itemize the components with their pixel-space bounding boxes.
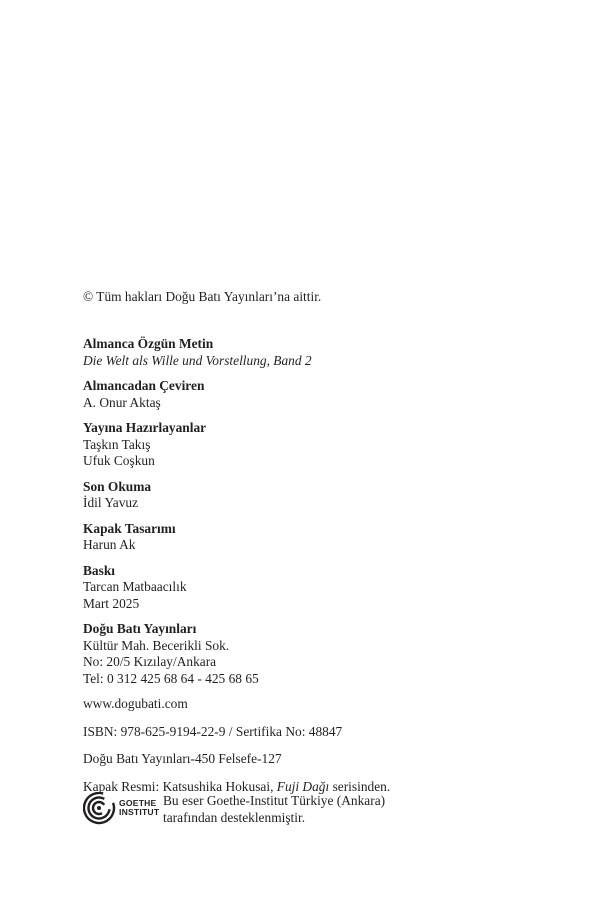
credit-value: Die Welt als Wille und Vorstellung, Band 2 — [83, 352, 312, 368]
sponsor-notice — [83, 792, 503, 832]
goethe-logo-line1: GOETHE — [119, 798, 157, 808]
credit-value: A. Onur Aktaş — [83, 394, 161, 410]
publisher-website: www.dogubati.com — [83, 696, 188, 711]
credit-value: Mart 2025 — [83, 595, 140, 611]
goethe-logo-line2: INSTITUT — [119, 807, 160, 817]
goethe-spiral-icon — [83, 792, 117, 826]
credit-printing — [83, 563, 583, 613]
publisher-address-line: No: 20/5 Kızılay/Ankara — [83, 654, 217, 669]
copyright-notice — [83, 289, 583, 306]
credit-heading: Doğu Batı Yayınları — [83, 621, 197, 636]
cover-note-suffix: serisinden. — [329, 778, 391, 794]
credit-editors — [83, 420, 583, 470]
credit-value: Taşkın Takış — [83, 436, 151, 452]
credit-heading: Almancadan Çeviren — [83, 378, 205, 393]
credit-heading: Baskı — [83, 562, 116, 578]
credit-cover-design — [83, 521, 583, 554]
credit-value: Harun Ak — [83, 537, 136, 552]
publisher-phone: Tel: 0 312 425 68 64 - 425 68 65 — [83, 670, 259, 686]
publisher-address-line: Kültür Mah. Becerikli Sok. — [83, 637, 230, 653]
credit-heading: Yayına Hazırlayanlar — [83, 420, 207, 435]
isbn-certificate: ISBN: 978-625-9194-22-9 / Sertifika No: 48847 — [83, 723, 343, 739]
sponsor-statement — [163, 793, 385, 826]
credit-value: İdil Yavuz — [83, 495, 139, 510]
credit-proofreading — [83, 479, 583, 512]
credit-heading: Almanca Özgün Metin — [83, 336, 214, 351]
cover-note-prefix: Kapak Resmi: Katsushika Hokusai, — [83, 778, 277, 794]
cover-note-title: Fuji Dağı — [276, 778, 330, 794]
credit-publisher — [83, 621, 583, 687]
credit-value: Ufuk Coşkun — [83, 453, 155, 468]
credit-translator — [83, 378, 583, 411]
goethe-logo-wordmark — [119, 799, 159, 817]
credit-heading: Son Okuma — [83, 478, 152, 494]
credit-original-text — [83, 336, 583, 369]
credits-list — [83, 336, 583, 804]
goethe-institut-logo — [83, 792, 161, 824]
credit-value: Tarcan Matbaacılık — [83, 579, 187, 594]
series-number: Doğu Batı Yayınları-450 Felsefe-127 — [83, 751, 282, 766]
copyright-text: © Tüm hakları Doğu Batı Yayınları’na aittir. — [83, 289, 322, 304]
credit-heading: Kapak Tasarımı — [83, 520, 176, 536]
sponsor-line1: Bu eser Goethe-Institut Türkiye (Ankara) — [163, 793, 386, 808]
sponsor-line2: tarafından desteklenmiştir. — [163, 809, 306, 825]
